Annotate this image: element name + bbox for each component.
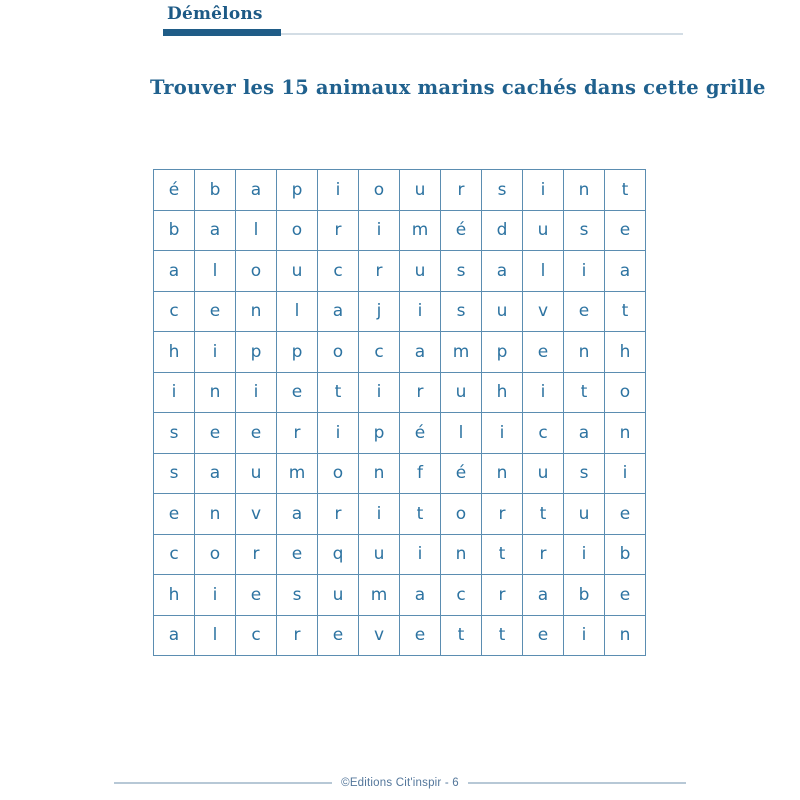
grid-cell: o: [605, 373, 646, 414]
grid-cell: l: [277, 292, 318, 333]
grid-cell: e: [523, 332, 564, 373]
grid-cell: p: [277, 170, 318, 211]
grid-cell: c: [154, 292, 195, 333]
grid-cell: n: [605, 413, 646, 454]
grid-cell: a: [195, 211, 236, 252]
grid-cell: a: [605, 251, 646, 292]
grid-cell: t: [523, 494, 564, 535]
grid-cell: e: [195, 292, 236, 333]
grid-cell: j: [359, 292, 400, 333]
grid-cell: n: [482, 454, 523, 495]
grid-cell: é: [441, 211, 482, 252]
grid-cell: u: [441, 373, 482, 414]
grid-cell: o: [441, 494, 482, 535]
grid-cell: v: [359, 616, 400, 657]
grid-cell: l: [195, 251, 236, 292]
grid-cell: m: [441, 332, 482, 373]
grid-cell: r: [482, 575, 523, 616]
grid-cell: t: [400, 494, 441, 535]
section-header-underline-bar: [163, 29, 281, 36]
grid-cell: e: [236, 413, 277, 454]
grid-cell: u: [523, 454, 564, 495]
grid-cell: r: [359, 251, 400, 292]
grid-cell: e: [154, 494, 195, 535]
grid-cell: r: [482, 494, 523, 535]
grid-cell: p: [277, 332, 318, 373]
grid-cell: n: [236, 292, 277, 333]
grid-cell: t: [605, 292, 646, 333]
grid-cell: s: [482, 170, 523, 211]
grid-cell: n: [605, 616, 646, 657]
grid-cell: r: [277, 413, 318, 454]
grid-cell: n: [195, 494, 236, 535]
grid-cell: b: [605, 535, 646, 576]
grid-cell: p: [359, 413, 400, 454]
grid-cell: u: [277, 251, 318, 292]
grid-cell: i: [359, 211, 400, 252]
grid-cell: a: [154, 251, 195, 292]
grid-cell: c: [154, 535, 195, 576]
grid-cell: i: [195, 575, 236, 616]
grid-cell: i: [318, 413, 359, 454]
grid-cell: a: [195, 454, 236, 495]
grid-cell: u: [236, 454, 277, 495]
footer-rule-left: [114, 782, 332, 784]
grid-cell: v: [523, 292, 564, 333]
grid-cell: r: [400, 373, 441, 414]
grid-cell: s: [277, 575, 318, 616]
grid-cell: l: [236, 211, 277, 252]
grid-cell: u: [523, 211, 564, 252]
grid-cell: c: [359, 332, 400, 373]
grid-cell: c: [318, 251, 359, 292]
grid-cell: i: [523, 373, 564, 414]
grid-cell: d: [482, 211, 523, 252]
footer-credit: ©Editions Cit'inspir - 6: [341, 777, 459, 789]
grid-cell: f: [400, 454, 441, 495]
grid-cell: i: [359, 494, 400, 535]
grid-cell: i: [564, 535, 605, 576]
grid-cell: é: [400, 413, 441, 454]
grid-cell: a: [277, 494, 318, 535]
grid-cell: s: [441, 251, 482, 292]
grid-cell: l: [523, 251, 564, 292]
grid-cell: u: [400, 170, 441, 211]
grid-cell: e: [195, 413, 236, 454]
grid-cell: p: [482, 332, 523, 373]
grid-cell: n: [564, 170, 605, 211]
grid-cell: t: [482, 535, 523, 576]
grid-cell: t: [564, 373, 605, 414]
grid-cell: u: [400, 251, 441, 292]
grid-cell: m: [359, 575, 400, 616]
grid-cell: o: [195, 535, 236, 576]
grid-cell: c: [523, 413, 564, 454]
grid-cell: e: [400, 616, 441, 657]
grid-cell: a: [400, 332, 441, 373]
grid-cell: t: [605, 170, 646, 211]
grid-cell: t: [318, 373, 359, 414]
grid-cell: o: [359, 170, 400, 211]
grid-cell: u: [482, 292, 523, 333]
grid-cell: i: [523, 170, 564, 211]
grid-cell: u: [359, 535, 400, 576]
grid-cell: o: [318, 332, 359, 373]
grid-cell: m: [400, 211, 441, 252]
grid-cell: a: [564, 413, 605, 454]
grid-cell: b: [564, 575, 605, 616]
page-title: Trouver les 15 animaux marins cachés dans cette grille: [150, 76, 766, 99]
grid-cell: i: [482, 413, 523, 454]
grid-cell: l: [441, 413, 482, 454]
grid-cell: e: [277, 535, 318, 576]
grid-cell: c: [441, 575, 482, 616]
grid-cell: r: [318, 494, 359, 535]
grid-cell: o: [277, 211, 318, 252]
grid-cell: i: [605, 454, 646, 495]
grid-cell: i: [154, 373, 195, 414]
grid-cell: i: [564, 616, 605, 657]
grid-cell: p: [236, 332, 277, 373]
header-rule-line: [281, 33, 683, 35]
grid-cell: s: [154, 413, 195, 454]
section-header-label: Démêlons: [167, 4, 263, 24]
page-footer: [114, 775, 686, 791]
footer-rule-right: [468, 782, 686, 784]
grid-cell: i: [195, 332, 236, 373]
grid-cell: r: [236, 535, 277, 576]
word-search-grid: [153, 169, 646, 656]
grid-cell: e: [605, 211, 646, 252]
grid-cell: u: [564, 494, 605, 535]
grid-cell: e: [523, 616, 564, 657]
grid-cell: s: [564, 211, 605, 252]
grid-cell: é: [441, 454, 482, 495]
grid-cell: e: [236, 575, 277, 616]
grid-cell: o: [318, 454, 359, 495]
grid-cell: i: [400, 292, 441, 333]
grid-cell: q: [318, 535, 359, 576]
grid-cell: l: [195, 616, 236, 657]
grid-cell: n: [564, 332, 605, 373]
grid-cell: e: [605, 494, 646, 535]
grid-cell: s: [154, 454, 195, 495]
grid-cell: r: [277, 616, 318, 657]
grid-cell: s: [441, 292, 482, 333]
grid-cell: é: [154, 170, 195, 211]
grid-cell: s: [564, 454, 605, 495]
grid-cell: i: [400, 535, 441, 576]
grid-cell: i: [236, 373, 277, 414]
grid-cell: i: [318, 170, 359, 211]
grid-cell: r: [318, 211, 359, 252]
grid-cell: h: [154, 575, 195, 616]
grid-cell: a: [154, 616, 195, 657]
grid-cell: b: [154, 211, 195, 252]
grid-cell: m: [277, 454, 318, 495]
grid-cell: n: [359, 454, 400, 495]
grid-cell: c: [236, 616, 277, 657]
grid-cell: o: [236, 251, 277, 292]
grid-cell: n: [195, 373, 236, 414]
grid-cell: e: [564, 292, 605, 333]
grid-cell: a: [482, 251, 523, 292]
grid-cell: a: [236, 170, 277, 211]
grid-cell: b: [195, 170, 236, 211]
grid-cell: e: [605, 575, 646, 616]
grid-cell: a: [318, 292, 359, 333]
grid-cell: n: [441, 535, 482, 576]
grid-cell: i: [359, 373, 400, 414]
grid-cell: h: [154, 332, 195, 373]
grid-cell: i: [564, 251, 605, 292]
grid-cell: h: [482, 373, 523, 414]
grid-cell: v: [236, 494, 277, 535]
grid-cell: t: [482, 616, 523, 657]
grid-cell: a: [523, 575, 564, 616]
grid-cell: e: [318, 616, 359, 657]
grid-cell: u: [318, 575, 359, 616]
grid-cell: t: [441, 616, 482, 657]
grid-cell: r: [441, 170, 482, 211]
grid-cell: e: [277, 373, 318, 414]
grid-cell: h: [605, 332, 646, 373]
grid-cell: a: [400, 575, 441, 616]
grid-cell: r: [523, 535, 564, 576]
